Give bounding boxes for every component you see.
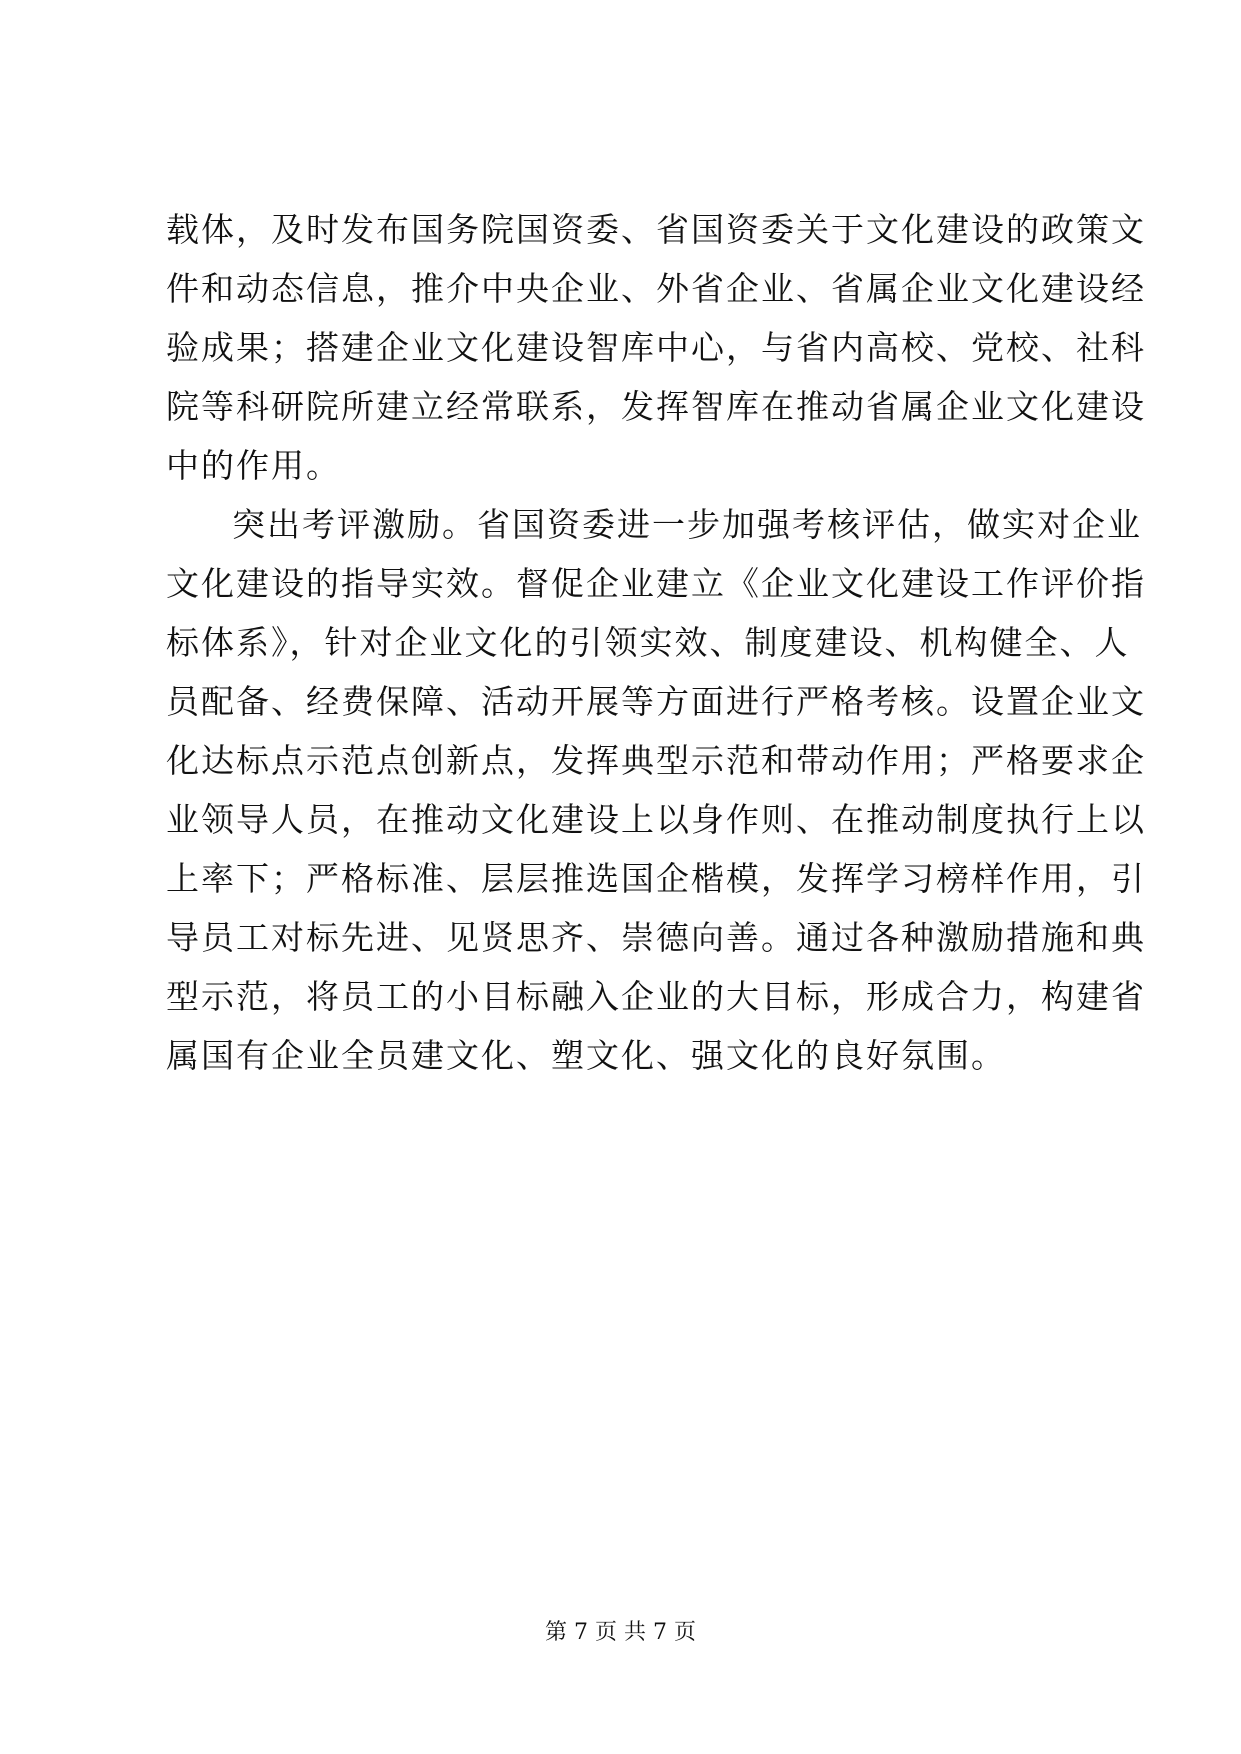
paragraph-2-line-4: 员配备、经费保障、活动开展等方面进行严格考核。设置企业文 bbox=[166, 682, 1146, 721]
paragraph-2-line-9: 型示范，将员工的小目标融入企业的大目标，形成合力，构建省 bbox=[166, 977, 1146, 1016]
paragraph-1-line-1: 载体，及时发布国务院国资委、省国资委关于文化建设的政策文 bbox=[166, 210, 1146, 249]
paragraph-1-line-5: 中的作用。 bbox=[166, 446, 341, 485]
paragraph-2-line-8: 导员工对标先进、见贤思齐、崇德向善。通过各种激励措施和典 bbox=[166, 918, 1146, 957]
paragraph-2-line-3: 标体系》，针对企业文化的引领实效、制度建设、机构健全、人 bbox=[166, 623, 1130, 662]
paragraph-1-line-2: 件和动态信息，推介中央企业、外省企业、省属企业文化建设经 bbox=[166, 269, 1146, 308]
paragraph-1-line-4: 院等科研院所建立经常联系，发挥智库在推动省属企业文化建设 bbox=[166, 387, 1146, 426]
paragraph-2-line-10: 属国有企业全员建文化、塑文化、强文化的良好氛围。 bbox=[166, 1036, 1006, 1075]
paragraph-2-line-2: 文化建设的指导实效。督促企业建立《企业文化建设工作评价指 bbox=[166, 564, 1146, 603]
paragraph-2-line-7: 上率下；严格标准、层层推选国企楷模，发挥学习榜样作用，引 bbox=[166, 859, 1146, 898]
paragraph-2-line-6: 业领导人员，在推动文化建设上以身作则、在推动制度执行上以 bbox=[166, 800, 1146, 839]
document-body bbox=[166, 200, 1146, 1085]
paragraph-2-line-1: 突出考评激励。省国资委进一步加强考核评估，做实对企业 bbox=[232, 505, 1142, 544]
paragraph-1-line-3: 验成果；搭建企业文化建设智库中心，与省内高校、党校、社科 bbox=[166, 328, 1146, 367]
page-number-footer: 第 7 页 共 7 页 bbox=[545, 1620, 696, 1645]
paragraph-2-line-5: 化达标点示范点创新点，发挥典型示范和带动作用；严格要求企 bbox=[166, 741, 1146, 780]
